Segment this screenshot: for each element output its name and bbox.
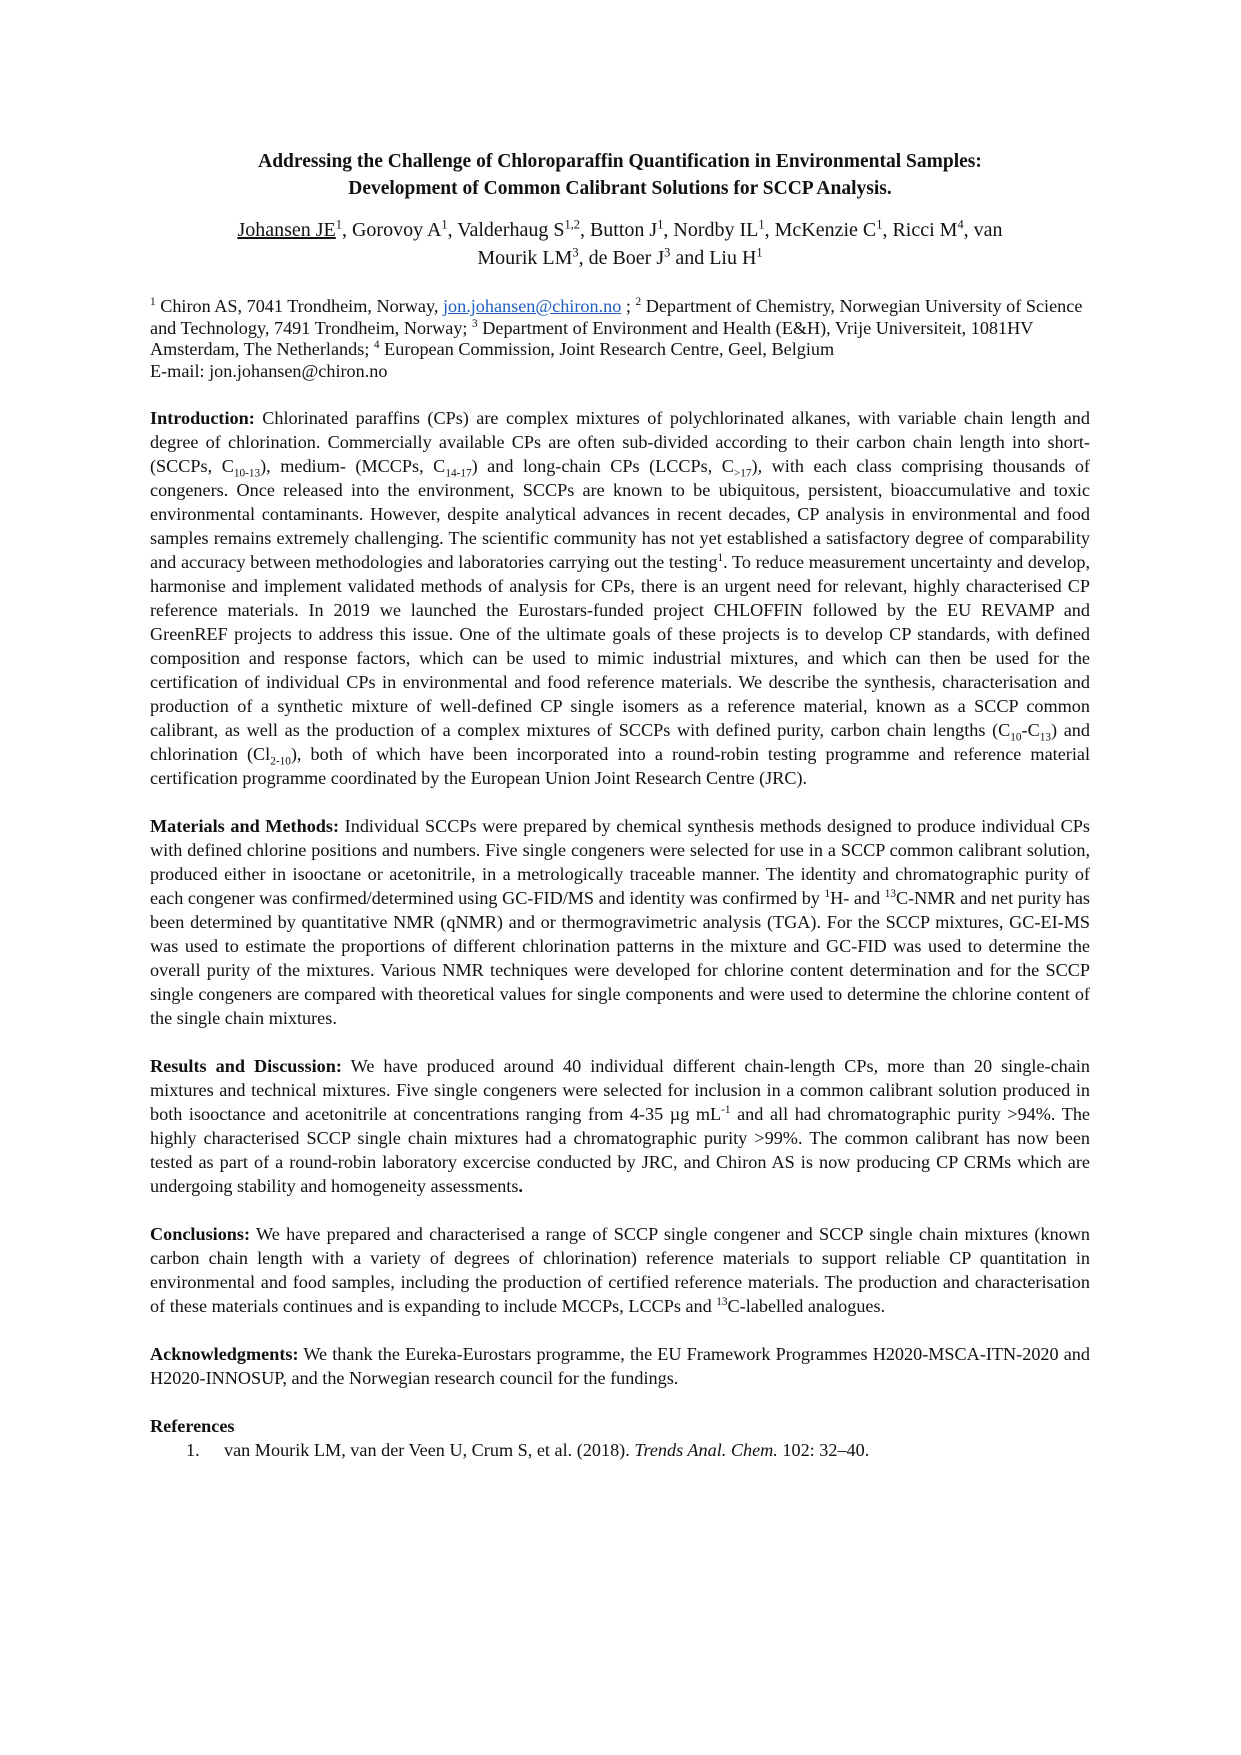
conclusions-section bbox=[150, 1222, 1090, 1318]
author-affiliation: 1 bbox=[758, 217, 765, 232]
reference-text bbox=[224, 1438, 869, 1462]
introduction-section bbox=[150, 406, 1090, 790]
body-text: C-labelled analogues. bbox=[727, 1296, 886, 1316]
affiliation-marker: 4 bbox=[373, 338, 380, 351]
title-line-1: Addressing the Challenge of Chloroparaffin Quantification in Environmental Samples: bbox=[258, 151, 982, 172]
affiliation-text: Department of Chemistry, Norwegian University of Science and Technology, 7491 Trondheim, Norway; bbox=[150, 296, 1083, 338]
body-text: ), medium- (MCCPs, C bbox=[260, 456, 446, 476]
author-name: , Button J bbox=[579, 219, 658, 241]
author-affiliation: 1 bbox=[441, 217, 448, 232]
subscript: 10-13 bbox=[233, 467, 261, 480]
body-text: H- and bbox=[830, 888, 885, 908]
abstract-page bbox=[150, 148, 1090, 1462]
body-text: ) and long-chain CPs (LCCPs, C bbox=[471, 456, 734, 476]
body-text: . bbox=[518, 1176, 523, 1196]
subscript: 13 bbox=[1039, 731, 1051, 744]
author-name: , Valderhaug S bbox=[447, 219, 565, 241]
superscript: 13 bbox=[884, 887, 896, 900]
contact-email: E-mail: jon.johansen@chiron.no bbox=[150, 360, 388, 381]
author-name: , Nordby IL bbox=[663, 219, 759, 241]
author-line-2 bbox=[150, 244, 1090, 272]
paper-title bbox=[150, 148, 1090, 202]
results-section bbox=[150, 1054, 1090, 1198]
author-line-1 bbox=[150, 216, 1090, 244]
body-text: ) and chlorination (Cl bbox=[150, 720, 1090, 764]
affiliation-text: Chiron AS, 7041 Trondheim, Norway, bbox=[155, 296, 443, 316]
author-name: and Liu H bbox=[670, 247, 757, 269]
author-name: Mourik LM bbox=[477, 247, 573, 269]
methods-heading: Materials and Methods: bbox=[150, 816, 340, 836]
author-name: , McKenzie C bbox=[764, 219, 877, 241]
references-section bbox=[150, 1414, 1090, 1462]
body-text: We thank the Eureka-Eurostars programme, the EU Framework Programmes H2020-MSCA-ITN-2020 and H2020-INNOSUP, and the Norwegian research council for the fundings. bbox=[150, 1344, 1090, 1388]
affiliation-marker: 2 bbox=[635, 295, 642, 308]
introduction-heading: Introduction: bbox=[150, 408, 255, 428]
title-line-2: Development of Common Calibrant Solutions for SCCP Analysis. bbox=[348, 178, 892, 199]
affiliation-marker: 3 bbox=[472, 317, 478, 330]
results-heading: Results and Discussion: bbox=[150, 1056, 342, 1076]
affiliation-text: Department of Environment and Health (E&H), Vrije Universiteit, 1081HV Amsterdam, The Netherlands; bbox=[150, 317, 1034, 359]
reference-journal: Trends Anal. Chem. bbox=[634, 1440, 778, 1460]
affiliations bbox=[150, 296, 1090, 382]
conclusions-heading: Conclusions: bbox=[150, 1224, 251, 1244]
email-link[interactable]: jon.johansen@chiron.no bbox=[442, 296, 622, 316]
citation-marker: 1 bbox=[717, 551, 724, 564]
acknowledgments-heading: Acknowledgments: bbox=[150, 1344, 299, 1364]
author-affiliation: 3 bbox=[664, 245, 671, 260]
reference-number: 1. bbox=[186, 1440, 200, 1460]
affiliation-text: European Commission, Joint Research Centre, Geel, Belgium bbox=[379, 339, 835, 359]
first-author-affiliation: 1 bbox=[335, 217, 342, 232]
body-text: Chlorinated paraffins (CPs) are complex mixtures of polychlorinated alkanes, with variable chain length and degree of chlorination. Commercially available CPs are often sub-divided according to their carbon chain length into short- (SCCPs, C bbox=[150, 408, 1090, 476]
author-name: , van bbox=[963, 219, 1003, 241]
author-affiliation: 1 bbox=[657, 217, 664, 232]
body-text: ), both of which have been incorporated into a round-robin testing programme and reference material certification programme coordinated by the European Union Joint Research Centre (JRC). bbox=[150, 744, 1090, 788]
body-text: -C bbox=[1021, 720, 1040, 740]
author-list bbox=[150, 216, 1090, 272]
author-affiliation: 1,2 bbox=[564, 217, 580, 232]
references-heading: References bbox=[150, 1416, 235, 1436]
superscript: 1 bbox=[824, 887, 831, 900]
author-name: , Ricci M bbox=[882, 219, 958, 241]
body-text: . To reduce measurement uncertainty and develop, harmonise and implement validated methods of analysis for CPs, there is an urgent need for relevant, highly characterised CP reference materials. In 2019 we launched the Eurostars-funded project CHLOFFIN followed by the EU REVAMP and GreenREF projects to address this issue. One of the ultimate goals of these projects is to develop CP standards, with defined composition and response factors, which can be used to mimic industrial mixtures, and which can then be used for the certification of individual CPs in environmental and food reference materials. We describe the synthesis, characterisation and production of a synthetic mixture of well-defined CP single isomers as a reference material, known as a SCCP common calibrant, as well as the production of a complex mixtures of SCCPs with defined purity, carbon chain lengths (C bbox=[150, 552, 1090, 740]
reference-item bbox=[186, 1438, 1090, 1462]
body-text: We have prepared and characterised a range of SCCP single congener and SCCP single chain mixtures (known carbon chain length with a variety of degrees of chlorination) reference materials to support reliable CP quantitation in environmental and food samples, including the production of certified reference materials. The production and characterisation of these materials continues and is expanding to include MCCPs, LCCPs and bbox=[150, 1224, 1090, 1316]
superscript: -1 bbox=[721, 1103, 731, 1116]
body-text: We have produced around 40 individual different chain-length CPs, more than 20 single-chain mixtures and technical mixtures. Five single congeners were selected for inclusion in a common calibrant solution produced in both isooctance and acetonitrile at concentrations ranging from 4-35 µg mL bbox=[150, 1056, 1090, 1124]
author-affiliation: 3 bbox=[572, 245, 579, 260]
affiliation-text: ; bbox=[621, 296, 636, 316]
subscript: 10 bbox=[1010, 731, 1022, 744]
body-text: C-NMR and net purity has been determined by quantitative NMR (qNMR) and or thermogravimetric analysis (TGA). For the SCCP mixtures, GC-EI-MS was used to estimate the proportions of different chlorination patterns in the mixture and GC-FID was used to determine the overall purity of the mixtures. Various NMR techniques were developed for chlorine content determination and for the SCCP single congeners are compared with theoretical values for single components and were used to determine the chlorine content of the single chain mixtures. bbox=[150, 888, 1090, 1028]
subscript: 2-10 bbox=[270, 755, 291, 768]
body-text: Individual SCCPs were prepared by chemical synthesis methods designed to produce individual CPs with defined chlorine positions and numbers. Five single congeners were selected for use in a SCCP common calibrant solution, produced either in isooctane or acetonitrile, in a metrologically traceable manner. The identity and chromatographic purity of each congener was confirmed/determined using GC-FID/MS and identity was confirmed by bbox=[150, 816, 1090, 908]
methods-section bbox=[150, 814, 1090, 1030]
author-name: , Gorovoy A bbox=[341, 219, 442, 241]
acknowledgments-section bbox=[150, 1342, 1090, 1390]
body-text: ), with each class comprising thousands of congeners. Once released into the environment, SCCPs are known to be ubiquitous, persistent, bioaccumulative and toxic environmental contaminants. However, despite analytical advances in recent decades, CP analysis in environmental and food samples remains extremely challenging. The scientific community has not yet established a satisfactory degree of comparability and accuracy between methodologies and laboratories carrying out the testing bbox=[150, 456, 1090, 572]
reference-authors: van Mourik LM, van der Veen U, Crum S, et al. (2018). bbox=[224, 1440, 635, 1460]
reference-volume-pages: 102: 32–40. bbox=[777, 1440, 870, 1460]
subscript: 14-17 bbox=[445, 467, 472, 480]
body-text: and all had chromatographic purity >94%. The highly characterised SCCP single chain mixtures had a chromatographic purity >99%. The common calibrant has now been tested as part of a round-robin laboratory excercise conducted by JRC, and Chiron AS is now producing CP CRMs which are undergoing stability and homogeneity assessments bbox=[150, 1104, 1090, 1196]
author-name: , de Boer J bbox=[578, 247, 665, 269]
author-affiliation: 1 bbox=[876, 217, 883, 232]
first-author: Johansen JE bbox=[237, 219, 336, 241]
affiliation-marker: 1 bbox=[150, 295, 156, 308]
subscript: >17 bbox=[733, 467, 752, 480]
superscript: 13 bbox=[716, 1295, 728, 1308]
author-affiliation: 1 bbox=[756, 245, 763, 260]
author-affiliation: 4 bbox=[957, 217, 964, 232]
